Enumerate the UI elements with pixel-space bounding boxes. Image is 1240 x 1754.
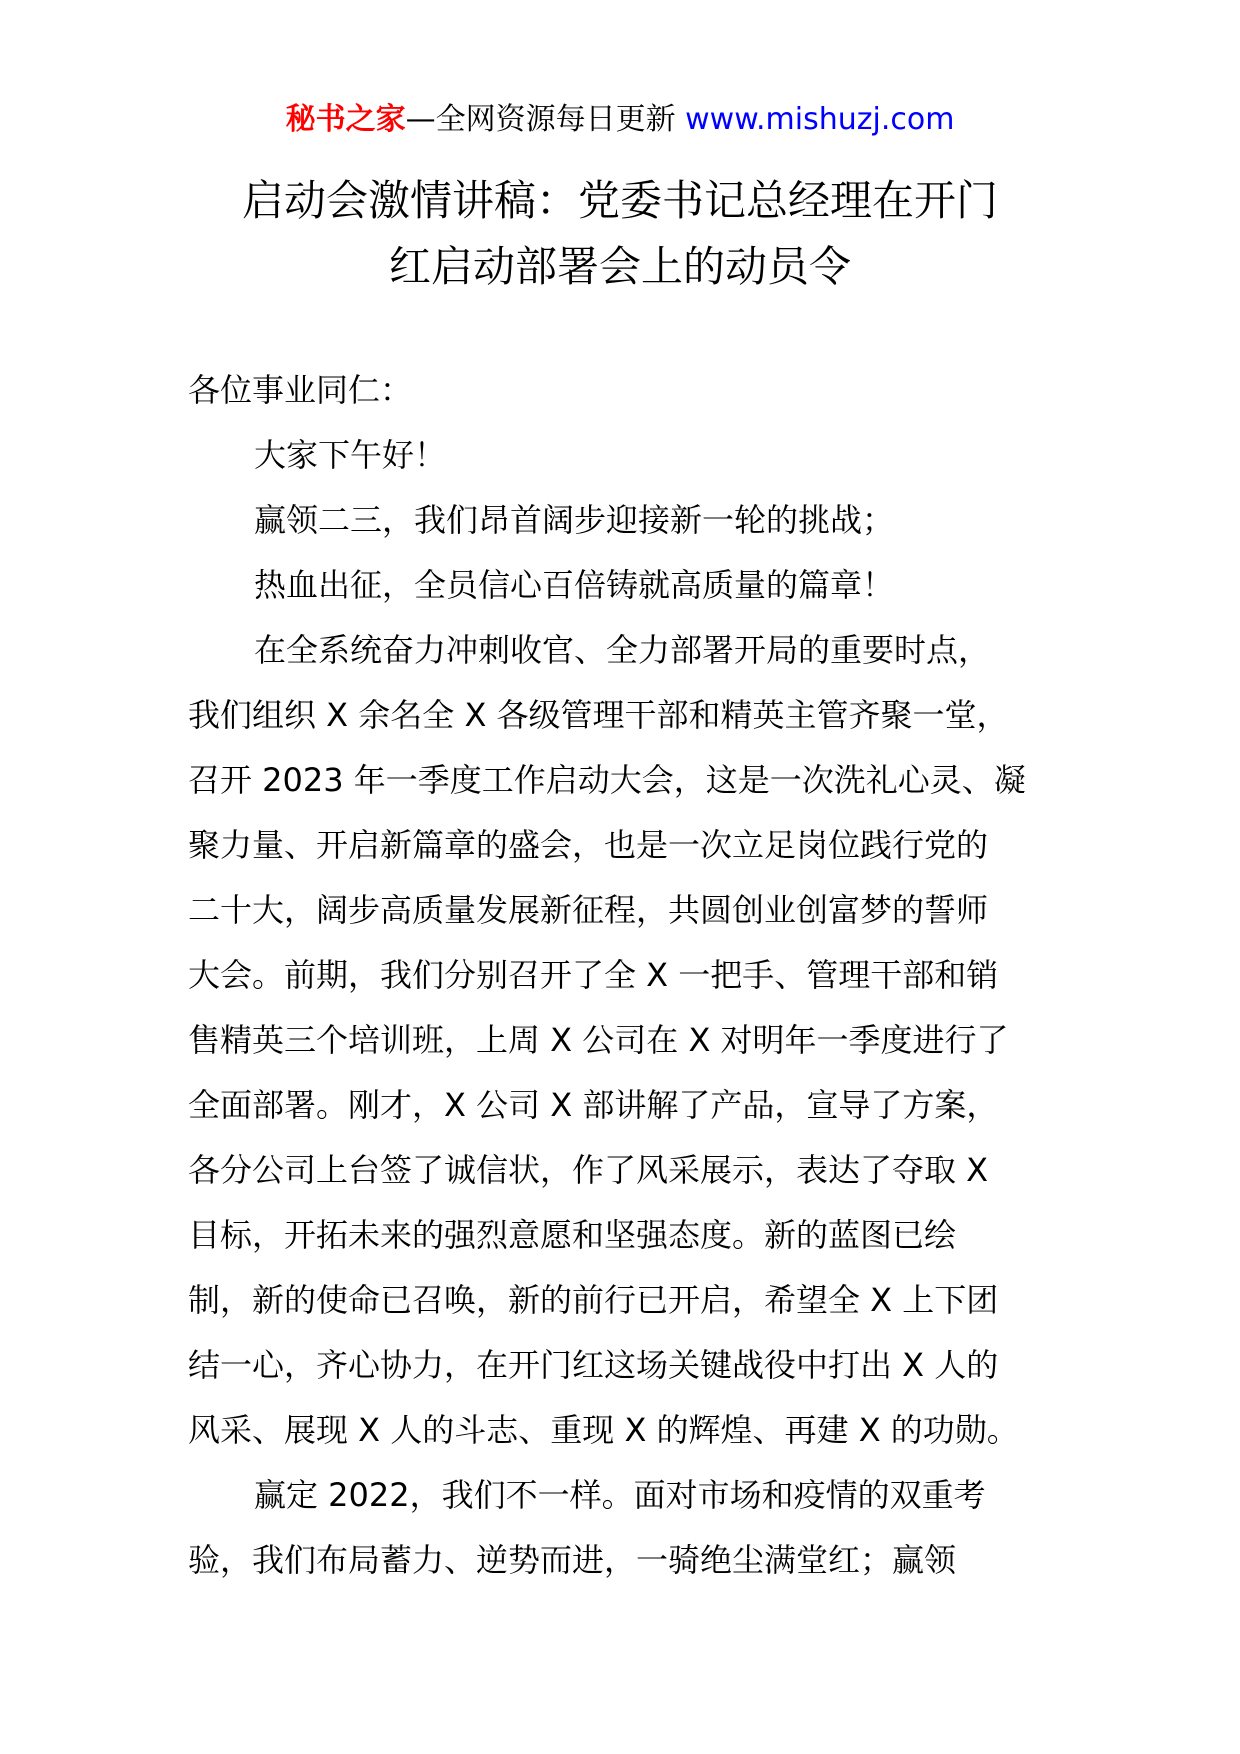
paragraph-1: [188, 618, 1058, 1463]
paragraph-line: 风采、展现 X 人的斗志、重现 X 的辉煌、再建 X 的功勋。: [188, 1411, 1019, 1449]
site-url-link[interactable]: www.mishuzj.com: [685, 102, 955, 137]
title-line-2: 红启动部署会上的动员令: [388, 242, 851, 291]
site-header: [0, 100, 1240, 140]
paragraph-line: 售精英三个培训班，上周 X 公司在 X 对明年一季度进行了: [188, 1021, 1009, 1059]
paragraph-line: 验，我们布局蓄力、逆势而进，一骑绝尘满堂红；赢领: [188, 1541, 957, 1579]
paragraph-line: 聚力量、开启新篇章的盛会，也是一次立足岗位践行党的: [188, 826, 989, 864]
paragraph-line: 大会。前期，我们分别召开了全 X 一把手、管理干部和销: [188, 956, 999, 994]
paragraph-line: 结一心，齐心协力，在开门红这场关键战役中打出 X 人的: [188, 1346, 999, 1384]
document-body: [188, 358, 1058, 1593]
greeting-paragraph: 大家下午好！: [254, 436, 447, 474]
paragraph-line: 二十大，阔步高质量发展新征程，共圆创业创富梦的誓师: [188, 891, 989, 929]
paragraph-line: 各分公司上台签了诚信状，作了风采展示，表达了夺取 X: [188, 1151, 989, 1189]
paragraph-line: 目标，开拓未来的强烈意愿和坚强态度。新的蓝图已绘: [188, 1216, 957, 1254]
paragraph-line: 制，新的使命已召唤，新的前行已开启，希望全 X 上下团: [188, 1281, 999, 1319]
paragraph-line: 在全系统奋力冲刺收官、全力部署开局的重要时点，: [254, 631, 991, 669]
paragraph-2: [188, 1463, 1058, 1593]
paragraph-line: 召开 2023 年一季度工作启动大会，这是一次洗礼心灵、凝: [188, 761, 1026, 799]
header-tagline: —全网资源每日更新: [405, 102, 686, 137]
document-title: [190, 168, 1050, 300]
salutation: 各位事业同仁：: [188, 371, 413, 409]
title-line-1: 启动会激情讲稿：党委书记总经理在开门: [241, 176, 998, 225]
brand-name: 秘书之家: [285, 102, 406, 137]
slogan-line-1: 赢领二三，我们昂首阔步迎接新一轮的挑战；: [254, 501, 895, 539]
paragraph-line: 我们组织 X 余名全 X 各级管理干部和精英主管齐聚一堂，: [188, 696, 1009, 734]
paragraph-line: 全面部署。刚才，X 公司 X 部讲解了产品，宣导了方案，: [188, 1086, 999, 1124]
paragraph-line: 赢定 2022，我们不一样。面对市场和疫情的双重考: [254, 1476, 986, 1514]
slogan-line-2: 热血出征，全员信心百倍铸就高质量的篇章！: [254, 566, 895, 604]
